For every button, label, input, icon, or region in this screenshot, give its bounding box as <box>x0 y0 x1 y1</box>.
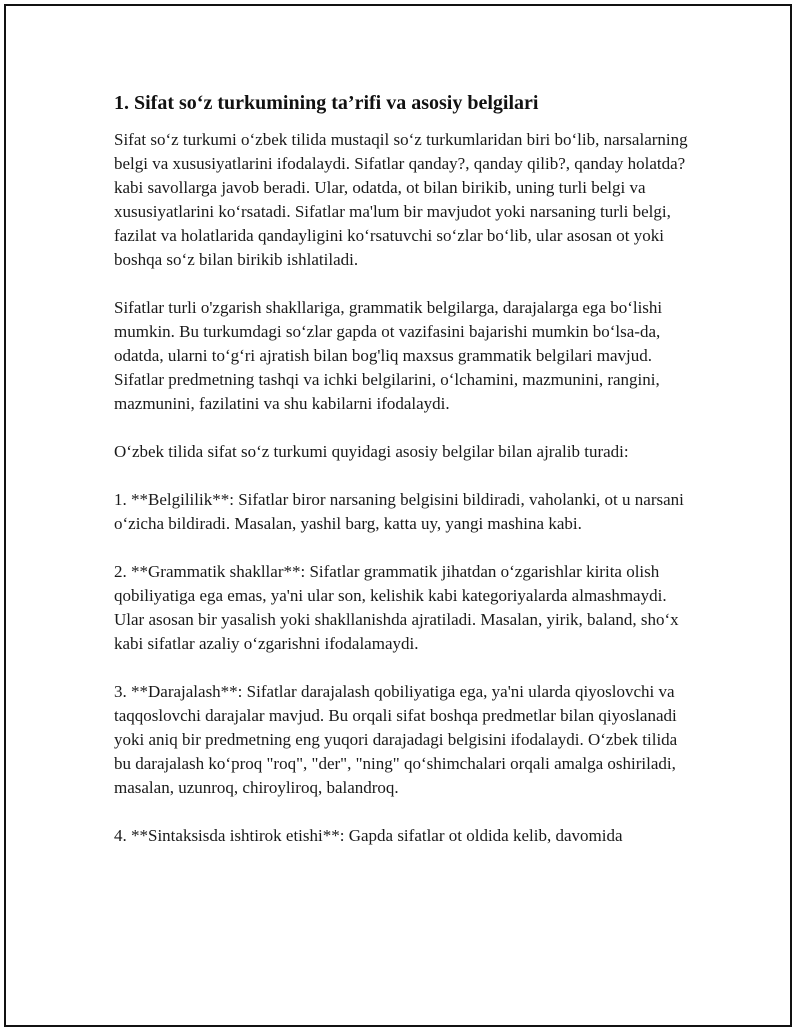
document-body <box>114 90 694 872</box>
paragraph-intro-list: O‘zbek tilida sifat so‘z turkumi quyidagi asosiy belgilar bilan ajralib turadi: <box>114 442 629 461</box>
list-item-sintaksis: 4. **Sintaksisda ishtirok etishi**: Gapda sifatlar ot oldida kelib, davomida <box>114 826 623 845</box>
list-item-belgililik: 1. **Belgililik**: Sifatlar biror narsaning belgisini bildiradi, vaholanki, ot u narsani o‘zicha bildiradi. Masalan, yashil barg, katta uy, yangi mashina kabi. <box>114 490 684 533</box>
list-item-grammatik-shakllar: 2. **Grammatik shakllar**: Sifatlar grammatik jihatdan o‘zgarishlar kirita olish qobiliyatiga ega emas, ya'ni ular son, kelishik kabi kategoriyalarda almashmaydi. Ular asosan bir yasalish yoki shakllanishda ajratiladi. Masalan, yirik, baland, sho‘x kabi sifatlar azaliy o‘zgarishni ifodalamaydi. <box>114 562 679 653</box>
paragraph-definition: Sifat so‘z turkumi o‘zbek tilida mustaqil so‘z turkumlaridan biri bo‘lib, narsalarning belgi va xususiyatlarini ifodalaydi. Sifatlar qanday?, qanday qilib?, qanday holatda? kabi savollarga javob beradi. Ular, odatda, ot bilan birikib, uning turli belgi va xususiyatlarini ko‘rsatadi. Sifatlar ma'lum bir mavjudot yoki narsaning turli belgi, fazilat va holatlarida qandayligini ko‘rsatuvchi so‘zlar bo‘lib, ular asosan ot yoki boshqa so‘z bilan birikib ishlatiladi. <box>114 130 688 269</box>
paragraph-forms: Sifatlar turli o'zgarish shakllariga, grammatik belgilarga, darajalarga ega bo‘lishi mumkin. Bu turkumdagi so‘zlar gapda ot vazifasini bajarishi mumkin bo‘lsa-da, odatda, ularni to‘g‘ri ajratish bilan bog'liq maxsus grammatik belgilari mavjud. Sifatlar predmetning tashqi va ichki belgilarini, o‘lchamini, mazmunini, rangini, mazmunini, fazilatini va shu kabilarni ifodalaydi. <box>114 298 663 413</box>
section-heading: 1. Sifat so‘z turkumining ta’rifi va asosiy belgilari <box>114 92 539 114</box>
list-item-darajalash: 3. **Darajalash**: Sifatlar darajalash qobiliyatiga ega, ya'ni ularda qiyoslovchi va taqqoslovchi darajalar mavjud. Bu orqali sifat boshqa predmetlar bilan qiyoslanadi yoki aniq bir predmetning eng yuqori darajadagi belgisini ifodalaydi. O‘zbek tilida bu darajalash ko‘proq "roq", "der", "ning" qo‘shimchalari orqali amalga oshiriladi, masalan, uzunroq, chiroyliroq, balandroq. <box>114 682 678 797</box>
